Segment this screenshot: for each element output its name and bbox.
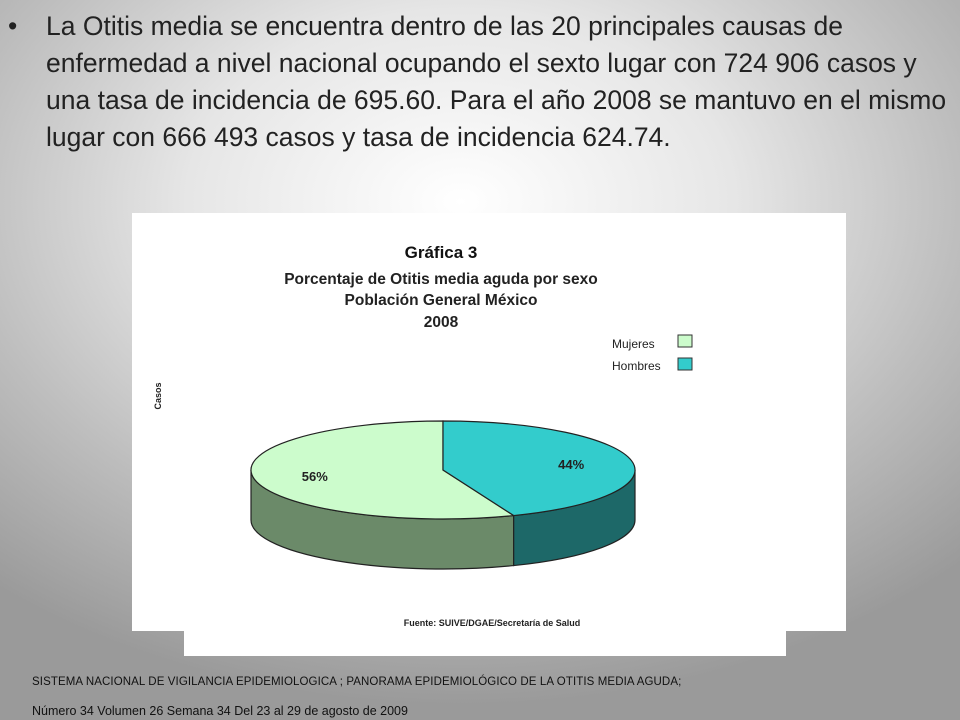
data-label-hombres: 44% bbox=[558, 456, 585, 472]
pie-chart bbox=[132, 213, 846, 631]
data-label-mujeres: 56% bbox=[301, 469, 328, 485]
chart-year: 2008 bbox=[423, 314, 459, 331]
chart-title: Gráfica 3 bbox=[404, 243, 478, 262]
legend-swatch-hombres bbox=[678, 358, 692, 370]
footer-issue: Número 34 Volumen 26 Semana 34 Del 23 al 29 de agosto de 2009 bbox=[32, 704, 408, 718]
paragraph-text: La Otitis media se encuentra dentro de las 20 principales causas de enfermedad a nivel nacional ocupando el sexto lugar con 724 906 casos y una tasa de incidencia de 695.60. Para el año 2008 se mantuvo en el mismo lugar con 666 493 casos y tasa de incidencia 624.74. bbox=[46, 11, 947, 152]
legend-label-hombres: Hombres bbox=[612, 359, 661, 373]
legend-swatch-mujeres bbox=[678, 335, 692, 347]
bullet-marker: • bbox=[8, 11, 18, 41]
chart-frame bbox=[132, 213, 846, 631]
y-axis-label: Casos bbox=[153, 382, 163, 410]
chart-subtitle-2: Población General México bbox=[344, 292, 538, 309]
footer-citation: SISTEMA NACIONAL DE VIGILANCIA EPIDEMIOLOGICA ; PANORAMA EPIDEMIOLÓGICO DE LA OTITIS MEDIA AGUDA; bbox=[32, 676, 682, 688]
chart-frame-extension bbox=[184, 628, 786, 656]
chart-subtitle: Porcentaje de Otitis media aguda por sexo bbox=[284, 271, 598, 288]
legend-label-mujeres: Mujeres bbox=[612, 337, 655, 351]
bullet-paragraph bbox=[8, 8, 953, 156]
pie-3d bbox=[251, 421, 635, 569]
chart-source: Fuente: SUIVE/DGAE/Secretaría de Salud bbox=[403, 618, 581, 628]
